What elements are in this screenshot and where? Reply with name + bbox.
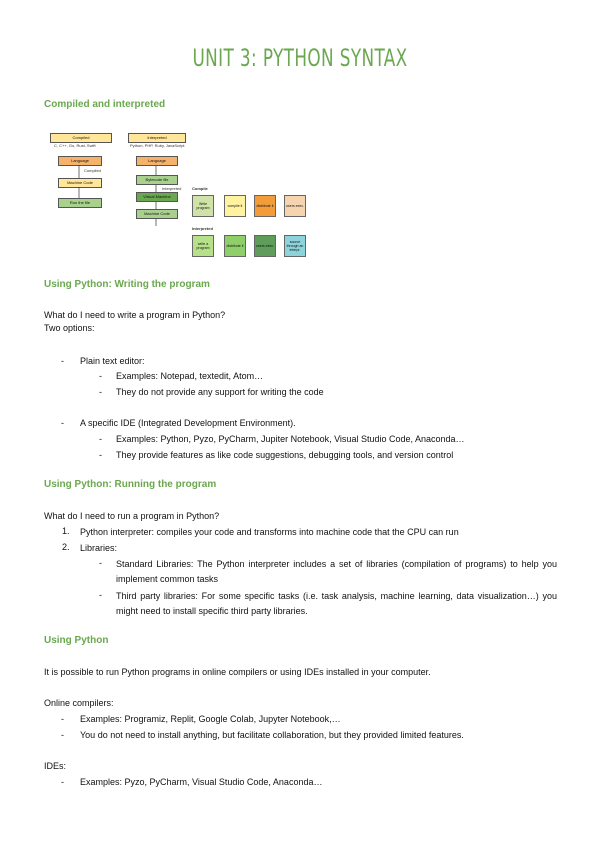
running-item-1: Python interpreter: compiles your code and transforms into machine code that the CPU can run xyxy=(80,527,459,537)
using-intro: It is possible to run Python programs in online compilers or using IDEs installed in your computer. xyxy=(44,667,431,677)
bullet-dash: - xyxy=(99,590,102,600)
compiled-interpreted-diagram xyxy=(46,128,306,260)
writing-item-1-sub: Examples: Notepad, textedit, Atom… xyxy=(116,371,264,381)
bullet-dash: - xyxy=(61,714,64,724)
left-flow-step: Machine Code xyxy=(58,178,102,188)
right-flow-step: Machine Code xyxy=(136,209,178,219)
running-question: What do I need to run a program in Python? xyxy=(44,511,220,521)
compile-step-box: users exec. xyxy=(284,195,306,217)
section-heading-running: Using Python: Running the program xyxy=(44,479,217,490)
section-heading-using: Using Python xyxy=(44,635,109,646)
section-heading-writing: Using Python: Writing the program xyxy=(44,279,210,290)
ides-item: Examples: Pyzo, PyCharm, Visual Studio Code, Anaconda… xyxy=(80,777,323,787)
bullet-dash: - xyxy=(99,387,102,397)
section-heading-compiled: Compiled and interpreted xyxy=(44,99,166,110)
interpreted-step-box: write a program xyxy=(192,235,214,257)
compile-step-box: distribute it xyxy=(254,195,276,217)
ides-label: IDEs: xyxy=(44,761,67,771)
online-item: You do not need to install anything, but facilitate collaboration, but they provided limited features. xyxy=(80,730,464,740)
writing-item-2: A specific IDE (Integrated Development Environment). xyxy=(80,418,296,428)
interpreted-step-box: users exec. xyxy=(254,235,276,257)
left-flow-sub: C, C++, Go, Rust, Swift xyxy=(54,143,96,148)
right-flow-step: Bytecode file xyxy=(136,175,178,185)
online-item: Examples: Programiz, Replit, Google Colab, Jupyter Notebook,… xyxy=(80,714,341,724)
running-sub-1: Standard Libraries: The Python interpreter includes a set of libraries (compilation of programs) to help you implement common tasks xyxy=(116,559,557,584)
left-flow-arrow-label: Compiled xyxy=(84,168,101,173)
running-number: 2. xyxy=(62,542,70,552)
page-title: UNIT 3: PYTHON SYNTAX xyxy=(192,44,408,72)
right-flow-step: Virtual Machine xyxy=(136,192,178,202)
right-flow-header: Interpreted xyxy=(128,133,186,143)
right-flow-sub: Python, PHP, Ruby, JavaScript xyxy=(130,143,185,148)
running-item-2: Libraries: xyxy=(80,543,118,553)
bullet-dash: - xyxy=(99,450,102,460)
writing-item-2-sub: Examples: Python, Pyzo, PyCharm, Jupiter Notebook, Visual Studio Code, Anaconda… xyxy=(116,434,465,444)
running-number: 1. xyxy=(62,526,70,536)
interpreted-label: Interpreted xyxy=(192,226,213,231)
left-flow-step: Language xyxy=(58,156,102,166)
right-flow-arrow-label: Interpreted xyxy=(162,186,182,191)
bullet-dash: - xyxy=(61,777,64,787)
compile-label: Compile xyxy=(192,186,208,191)
writing-item-1-sub: They do not provide any support for writing the code xyxy=(116,387,324,397)
left-flow-header: Compiled xyxy=(50,133,112,143)
writing-item-2-sub: They provide features as like code suggestions, debugging tools, and version control xyxy=(116,450,454,460)
bullet-dash: - xyxy=(61,356,64,366)
online-compilers-label: Online compilers: xyxy=(44,698,114,708)
bullet-dash: - xyxy=(99,371,102,381)
bullet-dash: - xyxy=(99,558,102,568)
running-sub-2: Third party libraries: For some specific tasks (i.e. task analysis, machine learning, data visualization…) you might need to install specific third party libraries. xyxy=(116,591,557,616)
interpreted-step-box: source through an interpr. xyxy=(284,235,306,257)
bullet-dash: - xyxy=(61,730,64,740)
compile-step-box: compile it xyxy=(224,195,246,217)
writing-options: Two options: xyxy=(44,323,95,333)
right-flow-step: Language xyxy=(136,156,178,166)
writing-question: What do I need to write a program in Python? xyxy=(44,310,226,320)
writing-item-1: Plain text editor: xyxy=(80,356,145,366)
interpreted-step-box: distribute it xyxy=(224,235,246,257)
bullet-dash: - xyxy=(61,418,64,428)
compile-step-box: Write program xyxy=(192,195,214,217)
bullet-dash: - xyxy=(99,434,102,444)
left-flow-step: Run the file xyxy=(58,198,102,208)
